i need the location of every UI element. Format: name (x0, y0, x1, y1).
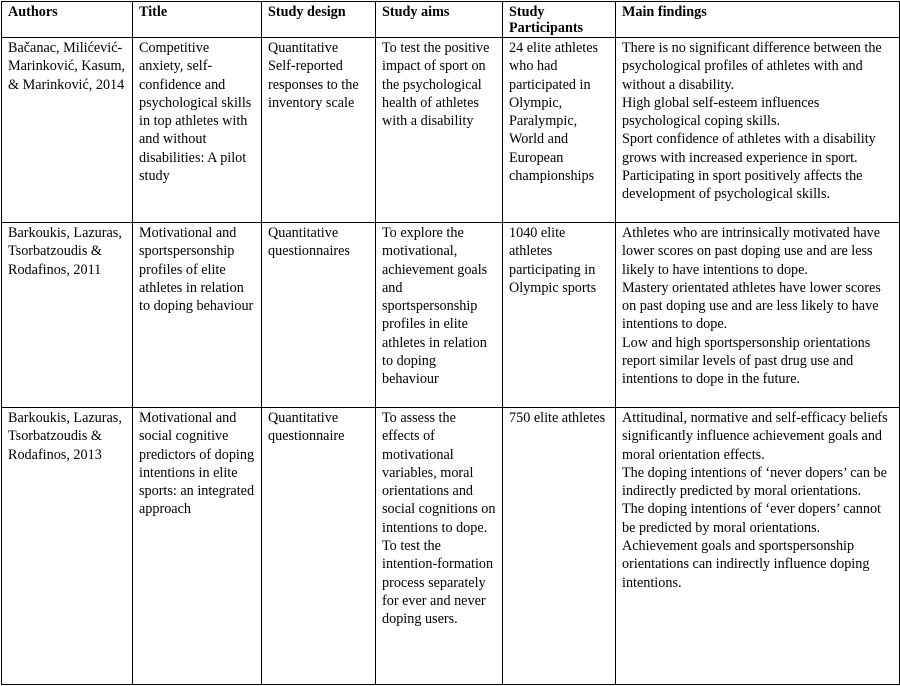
header-study-aims: Study aims (376, 2, 503, 38)
cell-title: Competitive anxiety, self-confidence and psychological skills in top athletes with and without disabilities: A pilot study (133, 38, 262, 223)
table-row (2, 408, 900, 685)
finding-line: Participating in sport positively affects the development of psychological skills. (622, 168, 863, 203)
finding-line: Low and high sportspersonship orientations report similar levels of past drug use and intentions to dope in the future. (622, 334, 871, 388)
cell-study-aims (376, 38, 503, 223)
header-main-findings: Main findings (616, 2, 900, 38)
table-row (2, 223, 900, 408)
cell-study-design: Quantitative questionnaire (262, 408, 376, 685)
cell-study-design: Quantitative Self-reported responses to the inventory scale (262, 38, 376, 223)
cell-authors: Barkoukis, Lazuras, Tsorbatzoudis & Rodafinos, 2011 (2, 223, 133, 408)
aim-line: To explore the motivational, achievement goals and sportspersonship profiles in elite athletes in relation to doping behaviour (382, 225, 488, 388)
finding-line: The doping intentions of ‘ever dopers’ cannot be predicted by moral orientations. (622, 501, 881, 536)
cell-title: Motivational and social cognitive predictors of doping intentions in elite sports: an integrated approach (133, 408, 262, 685)
table-row (2, 38, 900, 223)
cell-study-aims (376, 223, 503, 408)
header-study-participants: Study Participants (503, 2, 616, 38)
studies-table (1, 1, 900, 685)
cell-title: Motivational and sportspersonship profiles of elite athletes in relation to doping behaviour (133, 223, 262, 408)
cell-main-findings (616, 38, 900, 223)
cell-study-design: Quantitative questionnaires (262, 223, 376, 408)
finding-line: Achievement goals and sportspersonship orientations can indirectly influence doping intentions. (622, 538, 870, 591)
finding-line: Sport confidence of athletes with a disability grows with increased experience in sport. (622, 131, 876, 166)
header-authors: Authors (2, 2, 133, 38)
finding-line: The doping intentions of ‘never dopers’ can be indirectly predicted by moral orientations. (622, 464, 887, 500)
aim-line: To test the positive impact of sport on the psychological health of athletes with a disability (382, 40, 490, 130)
cell-study-aims (376, 408, 503, 685)
header-study-design: Study design (262, 2, 376, 38)
cell-participants: 24 elite athletes who had participated in Olympic, Paralympic, World and European championships (503, 38, 616, 223)
cell-authors: Barkoukis, Lazuras, Tsorbatzoudis & Rodafinos, 2013 (2, 408, 133, 685)
finding-line: High global self-esteem influences psychological coping skills. (622, 94, 820, 130)
aim-line: To assess the effects of motivational variables, moral orientations and social cognitions on intentions to dope. (382, 410, 496, 536)
cell-participants: 1040 elite athletes participating in Olympic sports (503, 223, 616, 408)
table-header-row (2, 2, 900, 38)
cell-authors: Bačanac, Milićević-Marinković, Kasum, & Marinković, 2014 (2, 38, 133, 223)
cell-participants: 750 elite athletes (503, 408, 616, 685)
cell-main-findings (616, 408, 900, 685)
finding-line: Attitudinal, normative and self-efficacy beliefs significantly influence achievement goals and moral orientation effects. (622, 410, 888, 463)
finding-line: Mastery orientated athletes have lower scores on past doping use and are less likely to have intentions to dope. (622, 279, 881, 333)
aim-line: To test the intention-formation process separately for ever and never doping users. (382, 538, 494, 628)
header-title: Title (133, 2, 262, 38)
finding-line: There is no significant difference between the psychological profiles of athletes with and without a disability. (622, 40, 882, 93)
finding-line: Athletes who are intrinsically motivated have lower scores on past doping use and are less likely to have intentions to dope. (622, 225, 881, 278)
cell-main-findings (616, 223, 900, 408)
